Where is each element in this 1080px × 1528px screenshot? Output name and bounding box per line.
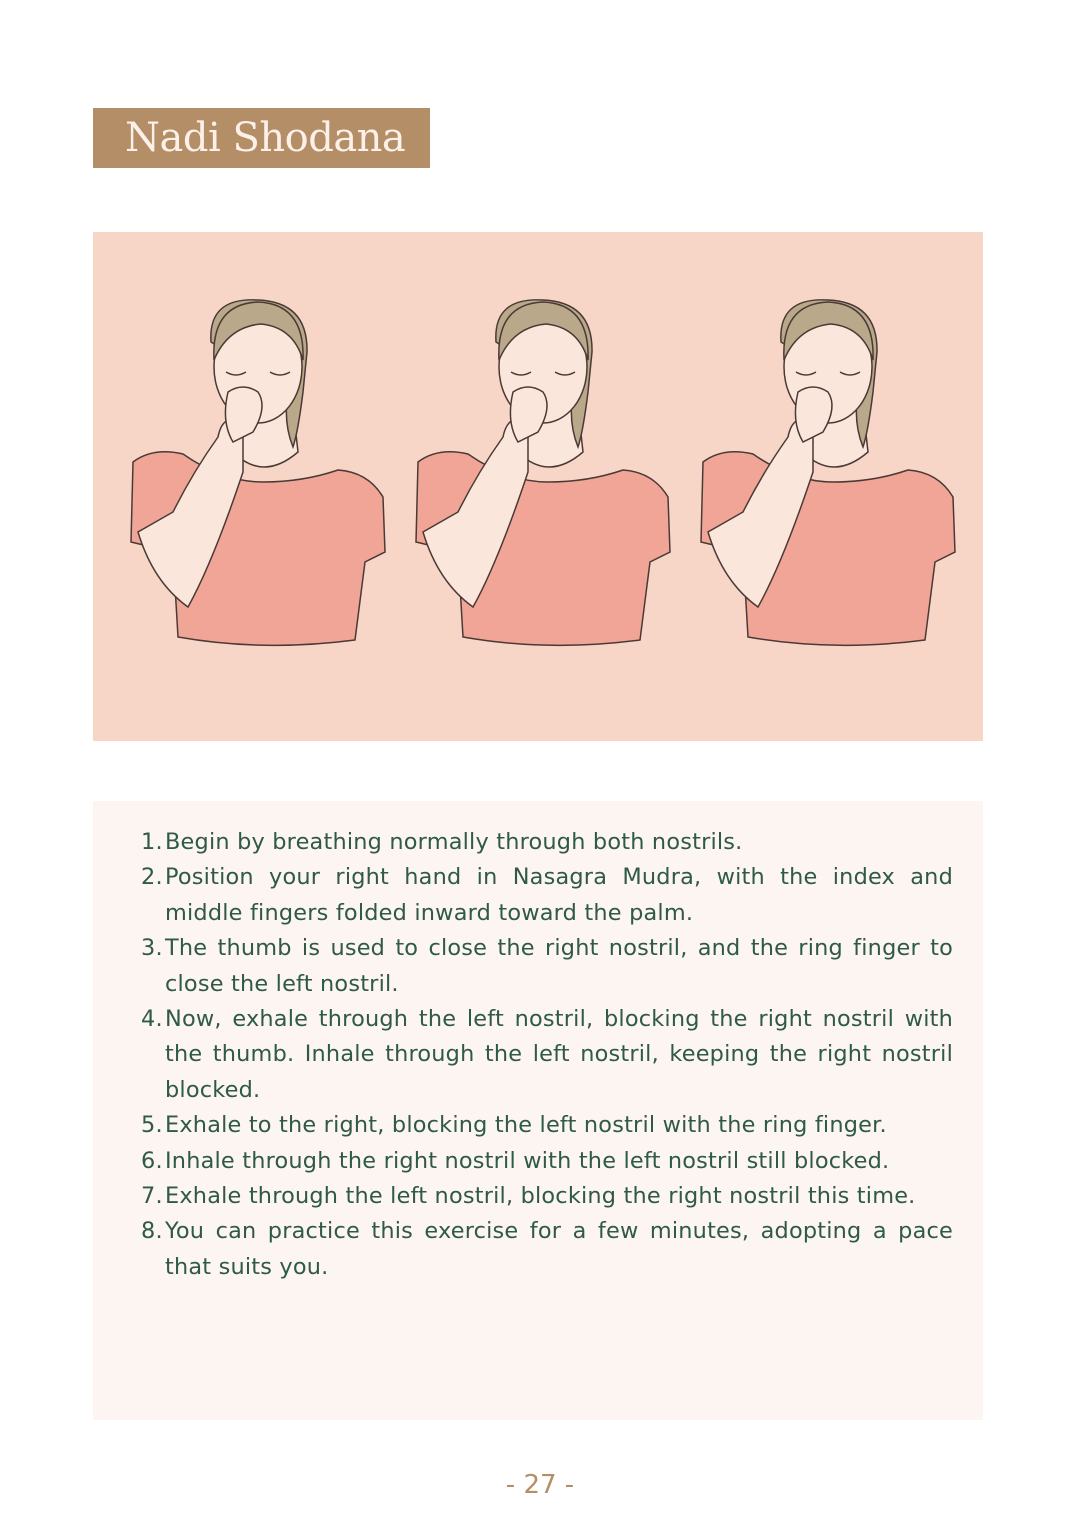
- step-number: 3.: [141, 935, 163, 962]
- instructions-panel: [93, 801, 983, 1420]
- step-text: Begin by breathing normally through both nostrils.: [165, 829, 743, 855]
- step-number: 8.: [141, 1218, 163, 1245]
- step-text: Inhale through the right nostril with the left nostril still blocked.: [165, 1147, 890, 1174]
- step-item: [141, 1002, 953, 1108]
- step-item: [141, 1144, 953, 1179]
- step-text: Now, exhale through the left nostril, blocking the right nostril with the thumb. Inhale through the left nostril, keeping the right nostril blocked.: [165, 1006, 953, 1103]
- step-text: Position your right hand in Nasagra Mudra, with the index and middle fingers folded inward toward the palm.: [165, 864, 953, 926]
- step-number: 4.: [141, 1006, 163, 1033]
- figure-nasagra-mudra: [416, 300, 670, 646]
- page-number: - 27 -: [505, 1470, 575, 1500]
- page-title: Nadi Shodana: [125, 115, 406, 161]
- step-text: Exhale to the right, blocking the left nostril with the ring finger.: [165, 1112, 887, 1139]
- steps-list: [141, 825, 953, 1285]
- step-item: [141, 1179, 953, 1214]
- step-text: Exhale through the left nostril, blocking the right nostril this time.: [165, 1183, 916, 1210]
- step-text: You can practice this exercise for a few minutes, adopting a pace that suits you.: [165, 1218, 953, 1280]
- step-item: [141, 1214, 953, 1285]
- figure-left-nostril-closed: [701, 300, 955, 646]
- step-item: [141, 825, 953, 860]
- step-item: [141, 931, 953, 1002]
- breathing-illustration: [93, 232, 983, 741]
- step-item: [141, 1108, 953, 1143]
- step-number: 6.: [141, 1147, 163, 1174]
- title-banner: [93, 108, 430, 168]
- step-number: 2.: [141, 864, 163, 891]
- step-item: [141, 860, 953, 931]
- step-number: 7.: [141, 1183, 163, 1210]
- figure-right-nostril-closed: [131, 300, 385, 646]
- step-number: 5.: [141, 1112, 163, 1139]
- step-number: 1.: [141, 829, 163, 855]
- illustration-panel: [93, 232, 983, 741]
- step-text: The thumb is used to close the right nostril, and the ring finger to close the left nostril.: [165, 935, 953, 997]
